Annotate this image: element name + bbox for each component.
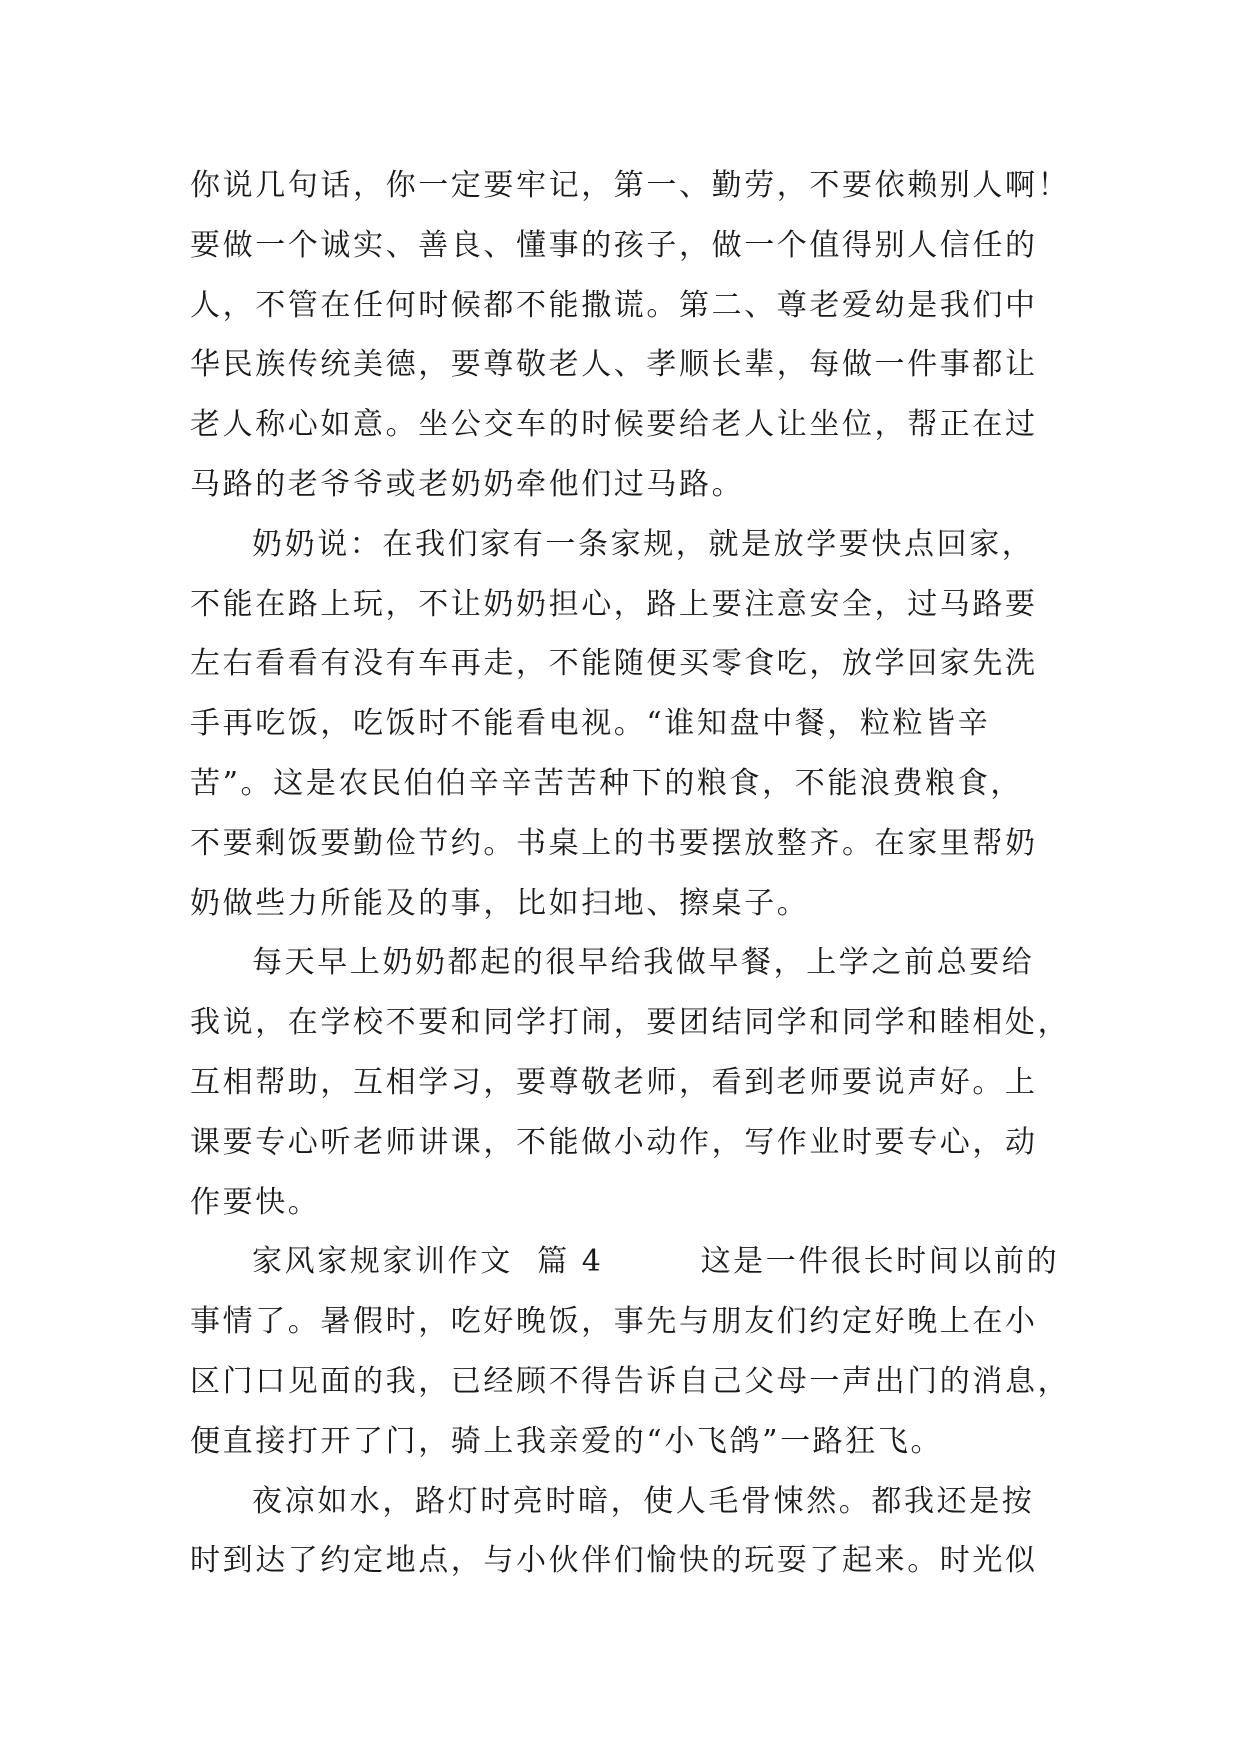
text-line: 苦”。这是农民伯伯辛辛苦苦种下的粮食，不能浪费粮食， — [190, 765, 1023, 801]
text-line: 手再吃饭，吃饭时不能看电视。“谁知盘中餐，粒粒皆辛 — [190, 706, 991, 742]
text-line: 奶做些力所能及的事，比如扫地、擦桌子。 — [190, 885, 810, 921]
text-line: 华民族传统美德，要尊敬老人、孝顺长辈，每做一件事都让 — [190, 347, 1038, 383]
text-line: 互相帮助，互相学习，要尊敬老师，看到老师要说声好。上 — [190, 1064, 1038, 1100]
text-line: 我说，在学校不要和同学打闹，要团结同学和同学和睦相处， — [190, 1005, 1071, 1041]
paragraph-first-line: 奶奶说：在我们家有一条家规，就是放学要快点回家， — [252, 526, 1035, 562]
text-line: 不要剩饭要勤俭节约。书桌上的书要摆放整齐。在家里帮奶 — [190, 825, 1038, 861]
text-line: 你说几句话，你一定要牢记，第一、勤劳，不要依赖别人啊！ — [190, 168, 1071, 203]
text-line: 要做一个诚实、善良、懂事的孩子，做一个值得别人信任的 — [190, 227, 1038, 263]
text-line: 人，不管在任何时候都不能撒谎。第二、尊老爱幼是我们中 — [190, 287, 1038, 323]
text-line: 老人称心如意。坐公交车的时候要给老人让坐位，帮正在过 — [190, 407, 1038, 443]
paragraph-first-line: 夜凉如水，路灯时亮时暗，使人毛骨悚然。都我还是按 — [252, 1483, 1035, 1519]
text-line: 马路的老爷爷或老奶奶牵他们过马路。 — [190, 466, 745, 502]
text-line: 左右看看有没有车再走，不能随便买零食吃，放学回家先洗 — [190, 646, 1038, 682]
text-line: 便直接打开了门，骑上我亲爱的“小飞鸽”一路狂飞。 — [190, 1423, 944, 1459]
body-text — [190, 156, 1071, 1591]
text-line: 作要快。 — [190, 1184, 321, 1220]
text-line: 课要专心听老师讲课，不能做小动作，写作业时要专心，动 — [190, 1124, 1038, 1160]
text-line: 不能在路上玩，不让奶奶担心，路上要注意安全，过马路要 — [190, 586, 1038, 622]
section-heading-line: 家风家规家训作文 篇 4 这是一件很长时间以前的 — [252, 1244, 1060, 1280]
paragraph-first-line: 每天早上奶奶都起的很早给我做早餐，上学之前总要给 — [252, 945, 1035, 981]
text-line: 区门口见面的我，已经顾不得告诉自己父母一声出门的消息， — [190, 1363, 1071, 1399]
text-line: 时到达了约定地点，与小伙伴们愉快的玩耍了起来。时光似 — [190, 1543, 1038, 1579]
text-line: 事情了。暑假时，吃好晚饭，事先与朋友们约定好晚上在小 — [190, 1304, 1038, 1340]
